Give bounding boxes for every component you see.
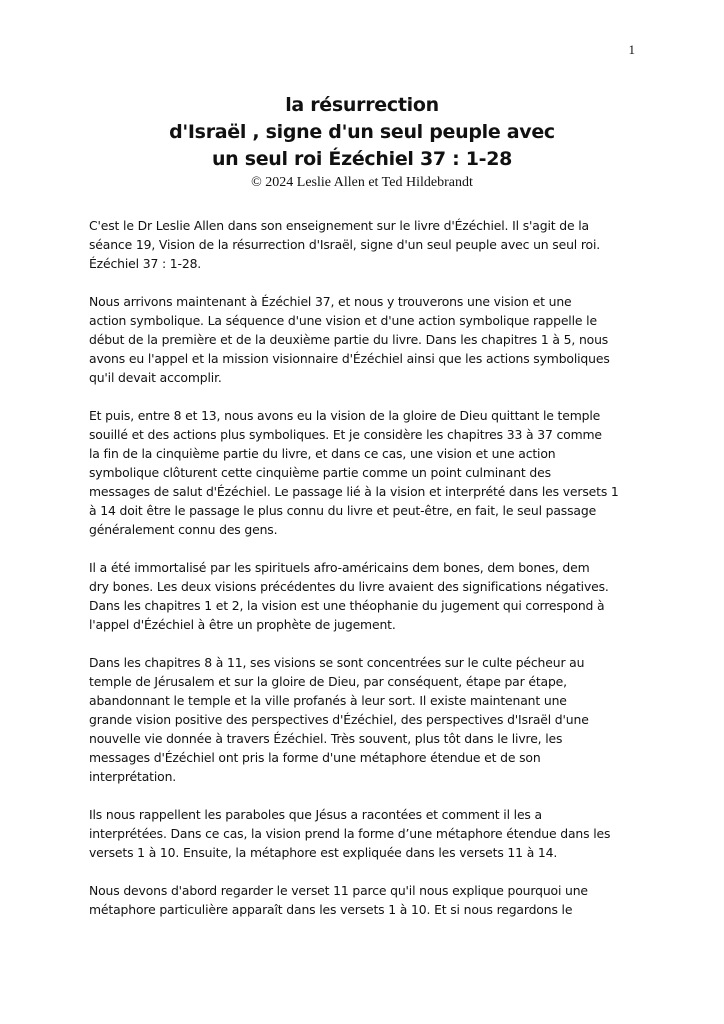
paragraph-line: avons eu l'appel et la mission visionnaire d'Ézéchiel ainsi que les actions symboliques (89, 351, 610, 366)
paragraph-line: grande vision positive des perspectives d'Ézéchiel, des perspectives d'Israël d'une (89, 712, 589, 727)
page-number: 1 (628, 42, 635, 57)
paragraph-line: Et puis, entre 8 et 13, nous avons eu la vision de la gloire de Dieu quittant le temple (89, 408, 601, 423)
paragraph-line: temple de Jérusalem et sur la gloire de Dieu, par conséquent, étape par étape, (89, 674, 567, 689)
paragraph-line: début de la première et de la deuxième partie du livre. Dans les chapitres 1 à 5, nous (89, 332, 609, 347)
title-line: un seul roi Ézéchiel 37 : 1-28 (211, 148, 513, 170)
paragraph (89, 558, 649, 634)
paragraph-line: C'est le Dr Leslie Allen dans son enseignement sur le livre d'Ézéchiel. Il s'agit de la (89, 218, 589, 233)
paragraph-line: qu'il devait accomplir. (89, 370, 222, 385)
paragraph-line: Ils nous rappellent les paraboles que Jésus a racontées et comment il les a (89, 807, 542, 822)
paragraph-line: abandonnant le temple et la ville profanés à leur sort. Il existe maintenant une (89, 693, 567, 708)
paragraph (89, 881, 649, 919)
paragraph-line: métaphore particulière apparaît dans les versets 1 à 10. Et si nous regardons le (89, 902, 573, 917)
title-line: d'Israël , signe d'un seul peuple avec (169, 121, 555, 143)
paragraph-line: Ézéchiel 37 : 1-28. (89, 256, 202, 271)
paragraph (89, 292, 649, 387)
paragraph-line: Nous devons d'abord regarder le verset 11 parce qu'il nous explique pourquoi une (89, 883, 588, 898)
document-title (0, 92, 724, 191)
title-line: la résurrection (285, 94, 439, 116)
paragraph-line: action symbolique. La séquence d'une vision et d'une action symbolique rappelle le (89, 313, 597, 328)
paragraph-line: Nous arrivons maintenant à Ézéchiel 37, et nous y trouverons une vision et une (89, 294, 572, 309)
paragraph-line: Il a été immortalisé par les spirituels afro-américains dem bones, dem bones, dem (89, 560, 590, 575)
paragraph-line: Dans les chapitres 1 et 2, la vision est une théophanie du jugement qui correspond à (89, 598, 605, 613)
paragraph-line: interprétation. (89, 769, 177, 784)
paragraph-line: généralement connu des gens. (89, 522, 278, 537)
paragraph-line: symbolique clôturent cette cinquième partie comme un point culminant des (89, 465, 551, 480)
paragraph-line: dry bones. Les deux visions précédentes du livre avaient des significations négatives. (89, 579, 609, 594)
paragraph (89, 653, 649, 786)
document-body (89, 216, 649, 938)
paragraph-line: séance 19, Vision de la résurrection d'Israël, signe d'un seul peuple avec un seul roi. (89, 237, 601, 252)
copyright-notice: © 2024 Leslie Allen et Ted Hildebrandt (251, 175, 473, 190)
paragraph (89, 805, 649, 862)
paragraph-line: souillé et des actions plus symboliques. Et je considère les chapitres 33 à 37 comme (89, 427, 602, 442)
paragraph-line: messages d'Ézéchiel ont pris la forme d'une métaphore étendue et de son (89, 750, 541, 765)
paragraph-line: messages de salut d'Ézéchiel. Le passage lié à la vision et interprété dans les versets 1 (89, 484, 619, 499)
paragraph-line: la fin de la cinquième partie du livre, et dans ce cas, une vision et une action (89, 446, 556, 461)
paragraph (89, 216, 649, 273)
paragraph-line: Dans les chapitres 8 à 11, ses visions se sont concentrées sur le culte pécheur au (89, 655, 585, 670)
paragraph-line: nouvelle vie donnée à travers Ézéchiel. Très souvent, plus tôt dans le livre, les (89, 731, 563, 746)
paragraph-line: versets 1 à 10. Ensuite, la métaphore est expliquée dans les versets 11 à 14. (89, 845, 558, 860)
paragraph-line: à 14 doit être le passage le plus connu du livre et peut-être, en fait, le seul passage (89, 503, 597, 518)
paragraph-line: l'appel d'Ézéchiel à être un prophète de jugement. (89, 617, 396, 632)
paragraph (89, 406, 649, 539)
paragraph-line: interprétées. Dans ce cas, la vision prend la forme d’une métaphore étendue dans les (89, 826, 611, 841)
